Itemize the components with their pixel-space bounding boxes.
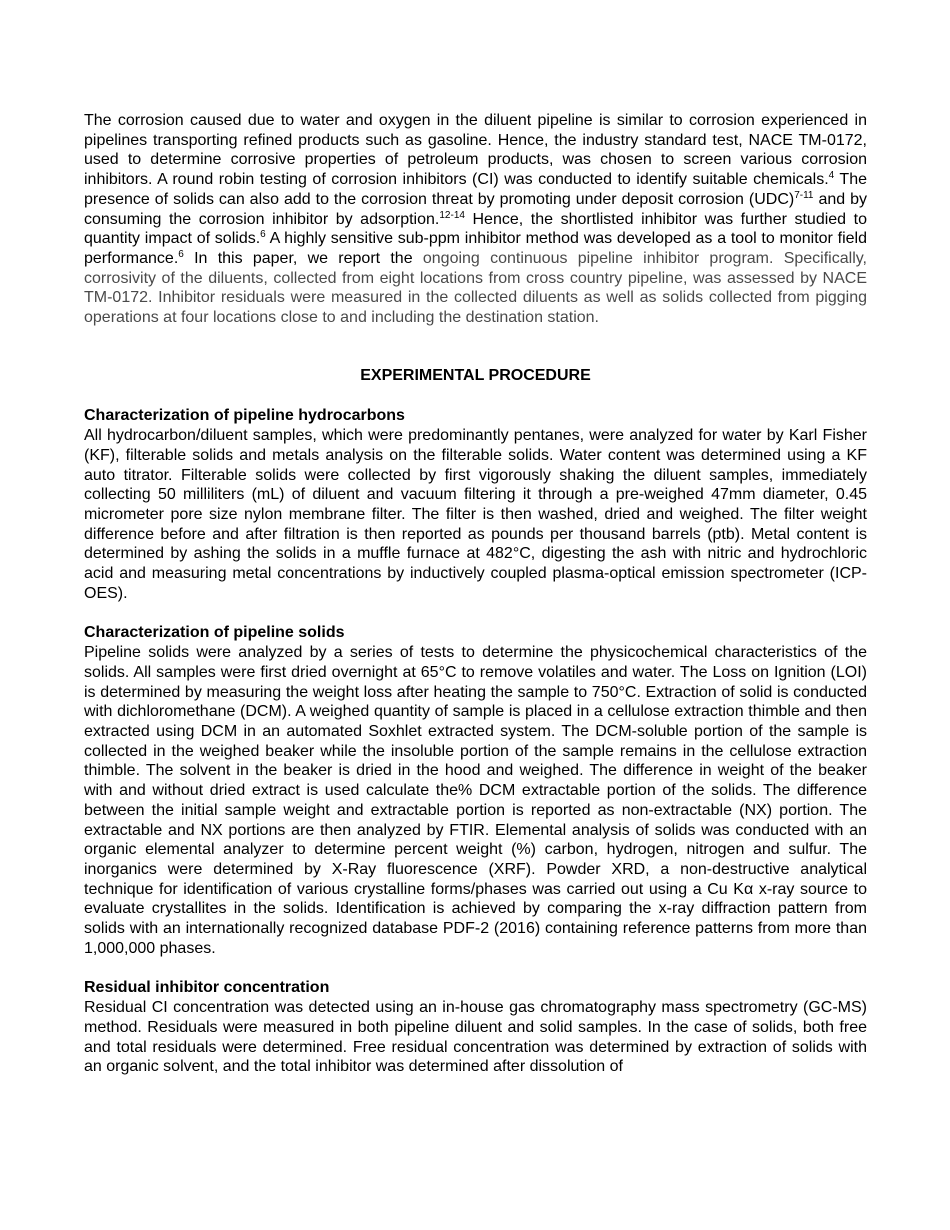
subsection-body: All hydrocarbon/diluent samples, which were predominantly pentanes, were analyzed for water by Karl Fisher (KF), filterable solids and metals analysis on the filterable solids. Water content was determined using a KF auto titrator. Filterable solids were collected by first vigorously shaking the diluent samples, immediately collecting 50 milliliters (mL) of diluent and vacuum filtering it through a pre-weighed 47mm diameter, 0.45 micrometer pore size nylon membrane filter. The filter is then washed, dried and weighed. The filter weight difference before and after filtration is then reported as pounds per thousand barrels (ptb). Metal content is determined by ashing the solids in a muffle furnace at 482°C, digesting the ash with nitric and hydrochloric acid and measuring metal concentrations by inductively coupled plasma-optical emission spectrometer (ICP-OES). (84, 427, 867, 602)
citation: 6 (178, 248, 184, 260)
citation: 12-14 (439, 209, 465, 221)
citation: 4 (828, 170, 835, 182)
subsection-heading: Residual inhibitor concentration (84, 979, 330, 997)
subsection-body: Residual CI concentration was detected using an in-house gas chromatography mass spectrometry (GC-MS) method. Residuals were measured in both pipeline diluent and solid samples. In the case of solids, both free and total residuals were determined. Free residual concentration was determined by extraction of solids with an organic solvent, and the total inhibitor was determined after dissolution of (84, 999, 867, 1076)
intro-sentence: A highly sensitive sub-ppm inhibitor method was developed as a tool to monitor field performance. (84, 230, 868, 267)
intro-sentence: The presence of solids can also add to the corrosion threat by promoting under deposit corrosion (UDC) (84, 171, 867, 208)
document-page (84, 111, 867, 1097)
subsection-heading: Characterization of pipeline solids (84, 624, 345, 642)
citation: 7-11 (794, 189, 814, 201)
intro-sentence: and by consuming the corrosion inhibitor by adsorption. (84, 190, 868, 228)
subsection-heading: Characterization of pipeline hydrocarbons (84, 407, 405, 425)
subsection-residual-inhibitor (84, 978, 867, 1077)
intro-sentence: Hence, the shortlisted inhibitor was further studied to quantity impact of solids. (84, 210, 867, 248)
subsection-solids (84, 623, 867, 958)
subsection-hydrocarbons (84, 406, 867, 603)
intro-sentence: In this paper, we report the (183, 249, 413, 267)
subsection-body: Pipeline solids were analyzed by a series of tests to determine the physicochemical characteristics of the solids. All samples were first dried overnight at 65°C to remove volatiles and water. The Loss on Ignition (LOI) is determined by measuring the weight loss after heating the sample to 750°C. Extraction of solid is conducted with dichloromethane (DCM). A weighed quantity of sample is placed in a cellulose extraction thimble and then extracted using DCM in an automated Soxhlet extracted system. The DCM-soluble portion of the sample is collected in the weighed beaker while the insoluble portion of the sample remains in the cellulose extraction thimble. The solvent in the beaker is dried in the hood and weighed. The difference in weight of the beaker with and without dried extract is used calculate the% DCM extractable portion of the solids. The difference between the initial sample weight and extractable portion is reported as non-extractable (NX) portion. The extractable and NX portions are then analyzed by FTIR. Elemental analysis of solids was conducted with an organic elemental analyzer to determine percent weight (%) carbon, hydrogen, nitrogen and sulfur. The inorganics were determined by X-Ray fluorescence (XRF). Powder XRD, a non-destructive analytical technique for identification of various crystalline forms/phases was carried out using a Cu Kα x-ray source to evaluate crystallites in the solids. Identification is achieved by comparing the x-ray diffraction pattern from solids with an internationally recognized database PDF-2 (2016) containing reference patterns from more than 1,000,000 phases. (84, 644, 867, 957)
section-heading: EXPERIMENTAL PROCEDURE (360, 366, 591, 384)
citation: 6 (260, 229, 266, 241)
intro-paragraph (84, 111, 867, 328)
intro-sentence: The corrosion caused due to water and oxygen in the diluent pipeline is similar to corrosion experienced in pipelines transporting refined products such as gasoline. Hence, the industry standard test, NACE TM-0172, used to determine corrosive properties of petroleum products, was chosen to screen various corrosion inhibitors. A round robin testing of corrosion inhibitors (CI) was conducted to identify suitable chemicals. (84, 112, 867, 189)
intro-sentence: ongoing continuous pipeline inhibitor program. Specifically, corrosivity of the diluents, collected from eight locations from cross country pipeline, was assessed by NACE TM-0172. Inhibitor residuals were measured in the collected diluents as well as solids collected from pigging operations at four locations close to and including the destination station. (84, 249, 868, 327)
